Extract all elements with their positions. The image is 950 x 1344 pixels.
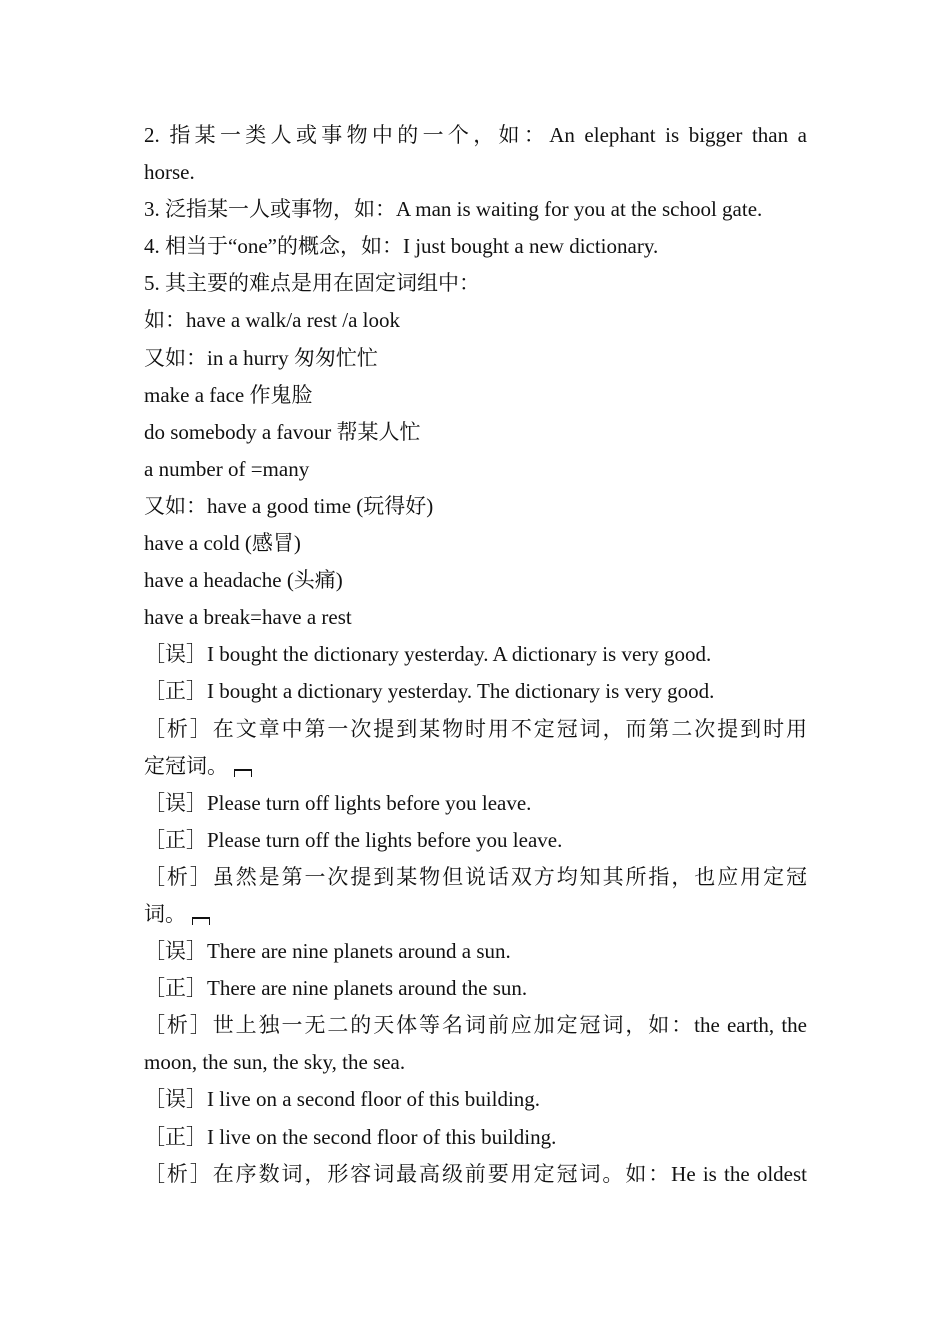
text-line: 又如：have a good time (玩得好) [144,493,434,518]
text-line: ［误］There are nine planets around a sun. [144,939,511,964]
text-line: have a cold (感冒) [144,531,301,556]
anchor-mark-icon [192,917,210,925]
text-line-content: 词。 [144,901,186,926]
text-line: a number of =many [144,456,310,481]
text-line-content: 定冠词。 [144,753,228,778]
anchor-mark-icon [234,769,252,777]
text-line [144,896,807,933]
text-line: ［析］在序数词，形容词最高级前要用定冠词。如：He is the oldest [144,1161,807,1186]
text-line: 如：have a walk/a rest /a look [144,308,400,333]
text-line: 4. 相当于“one”的概念，如：I just bought a new dictionary. [144,234,659,259]
text-line: make a face 作鬼脸 [144,382,313,407]
text-line: 2. 指某一类人或事物中的一个，如：An elephant is bigger than a [144,123,807,147]
text-line: moon, the sun, the sky, the sea. [144,1050,406,1075]
text-line: do somebody a favour 帮某人忙 [144,419,421,444]
text-line: ［误］I live on a second floor of this building. [144,1087,541,1112]
text-line: horse. [144,160,195,185]
text-line: ［正］There are nine planets around the sun. [144,976,528,1001]
text-line: ［正］I live on the second floor of this building. [144,1124,557,1149]
text-line: ［误］I bought the dictionary yesterday. A dictionary is very good. [144,642,712,667]
text-line: ［析］虽然是第一次提到某物但说话双方均知其所指，也应用定冠 [144,864,807,889]
text-line: ［正］Please turn off the lights before you leave. [144,827,563,852]
text-line: have a headache (头痛) [144,568,343,593]
text-line: have a break=have a rest [144,605,352,630]
document-body [144,117,807,1193]
text-line: ［误］Please turn off lights before you leave. [144,790,532,815]
text-line: ［析］在文章中第一次提到某物时用不定冠词，而第二次提到时用 [144,716,807,741]
text-line: 5. 其主要的难点是用在固定词组中： [144,271,480,296]
text-line: ［析］世上独一无二的天体等名词前应加定冠词，如：the earth, the [144,1013,807,1038]
text-line: ［正］I bought a dictionary yesterday. The dictionary is very good. [144,679,715,704]
text-line [144,748,807,785]
text-line: 又如：in a hurry 匆匆忙忙 [144,345,378,370]
text-line: 3. 泛指某一人或事物，如：A man is waiting for you at the school gate. [144,197,763,222]
